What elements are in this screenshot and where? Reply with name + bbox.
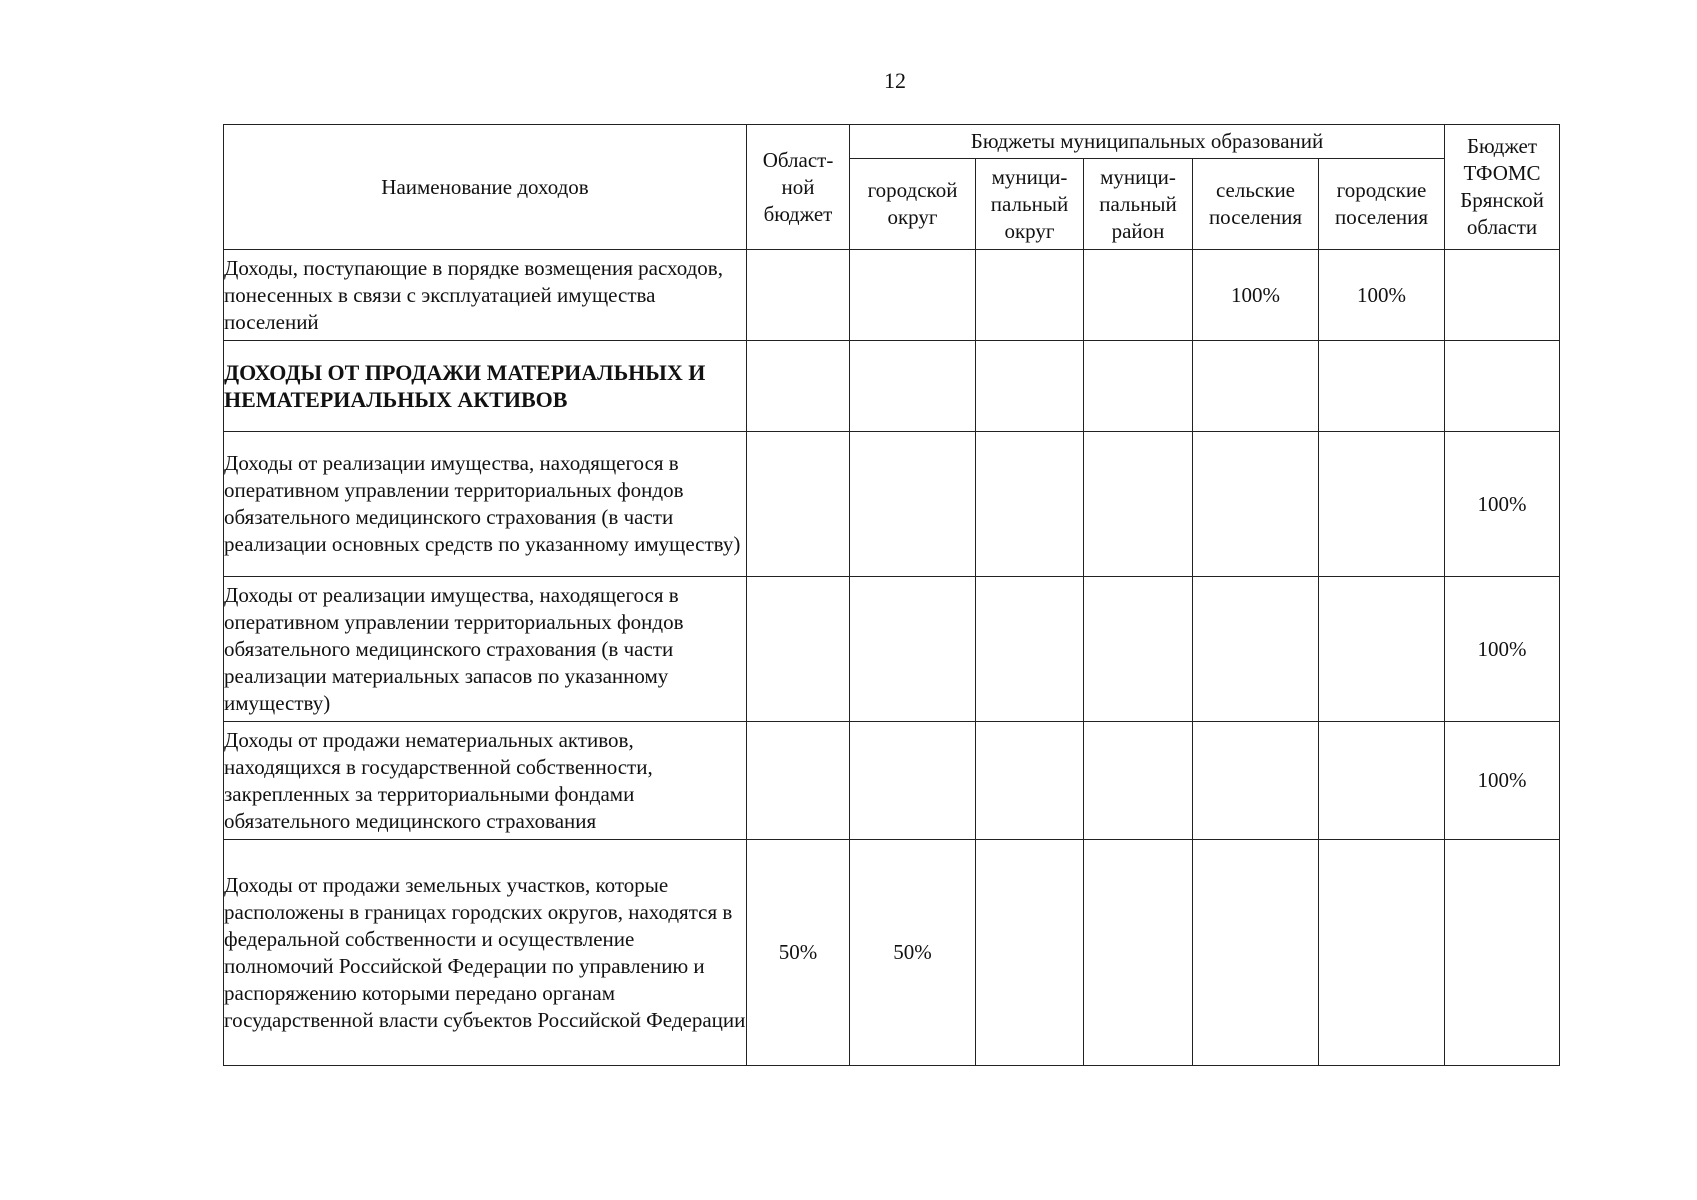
header-tfoms-budget: Бюджет ТФОМС Брянской области (1445, 125, 1560, 250)
table-row (224, 432, 1560, 577)
urban-settlements-share (1319, 432, 1445, 577)
municipal-okrug-share (976, 250, 1084, 341)
tfoms-share (1445, 250, 1560, 341)
header-rural-settlements: сельские поселения (1193, 159, 1319, 250)
revenue-name: Доходы от продажи земельных участков, которые расположены в границах городских округов, находятся в федеральной собственности и осуществление полномочий Российской Федерации по управлению и распоряжению которыми передано органам государственной власти субъектов Российской Федерации (224, 840, 747, 1066)
revenue-distribution-table (223, 124, 1560, 1066)
urban-settlements-share (1319, 840, 1445, 1066)
header-municipal-budgets: Бюджеты муниципальных образований (850, 125, 1445, 159)
municipal-okrug-share (976, 840, 1084, 1066)
tfoms-share: 100% (1445, 577, 1560, 722)
city-district-share (850, 577, 976, 722)
header-revenue-name (224, 125, 747, 250)
revenue-name: Доходы от реализации имущества, находящегося в оперативном управлении территориальных фондов обязательного медицинского страхования (в части реализации материальных запасов по указанному имуществу) (224, 577, 747, 722)
city-district-share: 50% (850, 840, 976, 1066)
municipal-okrug-share (976, 432, 1084, 577)
section-heading: ДОХОДЫ ОТ ПРОДАЖИ МАТЕРИАЛЬНЫХ И НЕМАТЕРИАЛЬНЫХ АКТИВОВ (224, 341, 747, 432)
tfoms-share: 100% (1445, 722, 1560, 840)
municipal-okrug-share (976, 341, 1084, 432)
municipal-okrug-share (976, 722, 1084, 840)
municipal-rayon-share (1084, 250, 1193, 341)
revenue-name: Доходы, поступающие в порядке возмещения расходов, понесенных в связи с эксплуатацией имущества поселений (224, 250, 747, 341)
municipal-rayon-share (1084, 432, 1193, 577)
regional-share (747, 722, 850, 840)
table-row (224, 250, 1560, 341)
city-district-share (850, 250, 976, 341)
page-number: 12 (884, 68, 906, 93)
urban-settlements-share: 100% (1319, 250, 1445, 341)
municipal-okrug-share (976, 577, 1084, 722)
header-city-district: городской округ (850, 159, 976, 250)
header-regional-budget: Област- ной бюджет (747, 125, 850, 250)
rural-settlements-share (1193, 341, 1319, 432)
municipal-rayon-share (1084, 577, 1193, 722)
urban-settlements-share (1319, 577, 1445, 722)
rural-settlements-share (1193, 432, 1319, 577)
regional-share: 50% (747, 840, 850, 1066)
table-row (224, 577, 1560, 722)
regional-share (747, 341, 850, 432)
municipal-rayon-share (1084, 840, 1193, 1066)
revenue-name: Доходы от реализации имущества, находящегося в оперативном управлении территориальных фондов обязательного медицинского страхования (в части реализации основных средств по указанному имуществу) (224, 432, 747, 577)
municipal-rayon-share (1084, 341, 1193, 432)
rural-settlements-share (1193, 722, 1319, 840)
tfoms-share (1445, 341, 1560, 432)
rural-settlements-share: 100% (1193, 250, 1319, 341)
table-row (224, 840, 1560, 1066)
tfoms-share (1445, 840, 1560, 1066)
revenue-name: Доходы от продажи нематериальных активов, находящихся в государственной собственности, закрепленных за территориальными фондами обязательного медицинского страхования (224, 722, 747, 840)
tfoms-share: 100% (1445, 432, 1560, 577)
regional-share (747, 577, 850, 722)
regional-share (747, 250, 850, 341)
rural-settlements-share (1193, 577, 1319, 722)
urban-settlements-share (1319, 341, 1445, 432)
regional-share (747, 432, 850, 577)
city-district-share (850, 722, 976, 840)
city-district-share (850, 432, 976, 577)
table-section-row (224, 341, 1560, 432)
rural-settlements-share (1193, 840, 1319, 1066)
urban-settlements-share (1319, 722, 1445, 840)
city-district-share (850, 341, 976, 432)
municipal-rayon-share (1084, 722, 1193, 840)
header-municipal-okrug: муници- пальный округ (976, 159, 1084, 250)
header-municipal-rayon: муници- пальный район (1084, 159, 1193, 250)
header-revenue-name-text: Наименование доходов (381, 174, 589, 199)
table-row (224, 722, 1560, 840)
header-urban-settlements: городские поселения (1319, 159, 1445, 250)
